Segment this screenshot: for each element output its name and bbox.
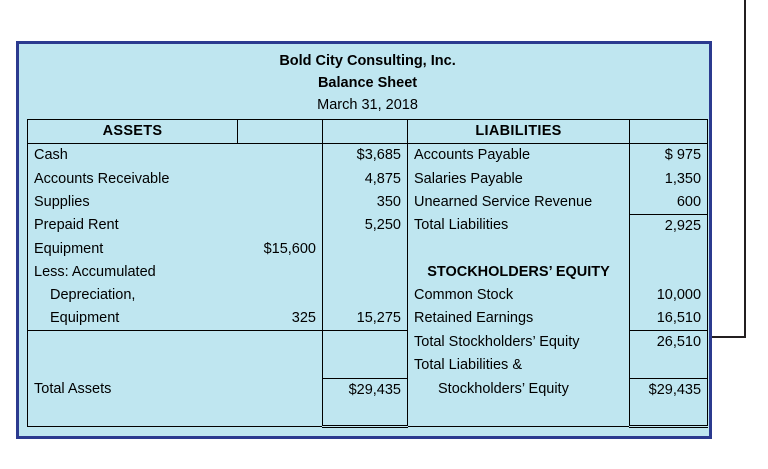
total-assets-value: $29,435 [323, 378, 408, 402]
asset-col2: $15,600 [238, 238, 323, 261]
total-liab-equity-blank [630, 354, 708, 378]
title-row [28, 50, 708, 120]
table-row [28, 284, 708, 307]
asset-col2 [238, 191, 323, 215]
assets-blank-col2 [238, 354, 323, 378]
total-liab-equity-label-line2: Stockholders’ Equity [408, 378, 630, 402]
table-row [28, 144, 708, 168]
table-row [28, 261, 708, 284]
closing-rule-2 [238, 402, 323, 427]
assets-col2-header [238, 120, 323, 144]
assets-blank-col2 [238, 331, 323, 355]
total-liabilities-value: 2,925 [630, 214, 708, 238]
asset-col3 [323, 238, 408, 261]
assets-blank-label [28, 331, 238, 355]
closing-rule-row [28, 402, 708, 427]
total-assets-label: Total Assets [28, 378, 238, 402]
asset-col3: 4,875 [323, 168, 408, 191]
total-equity-value: 26,510 [630, 331, 708, 355]
table-row [28, 214, 708, 238]
table-row [28, 307, 708, 331]
asset-label: Cash [28, 144, 238, 168]
equity-label: Common Stock [408, 284, 630, 307]
total-liab-equity-value: $29,435 [630, 378, 708, 402]
callout-vertical-line [744, 0, 746, 337]
total-liabilities-label: Total Liabilities [408, 214, 630, 238]
assets-col3-header [323, 120, 408, 144]
total-assets-col2 [238, 378, 323, 402]
liability-value: 1,350 [630, 168, 708, 191]
asset-col3: 15,275 [323, 307, 408, 331]
liability-label: Unearned Service Revenue [408, 191, 630, 215]
asset-col2 [238, 144, 323, 168]
equity-label: Retained Earnings [408, 307, 630, 331]
assets-blank-col3 [323, 354, 408, 378]
asset-label: Prepaid Rent [28, 214, 238, 238]
liabilities-col-header [630, 120, 708, 144]
asset-col2 [238, 168, 323, 191]
statement-date: March 31, 2018 [317, 97, 418, 113]
closing-double-rule-liabilities [630, 402, 708, 427]
company-name: Bold City Consulting, Inc. [279, 53, 456, 69]
statement-title: Balance Sheet [317, 75, 418, 91]
asset-col3: $3,685 [323, 144, 408, 168]
total-liab-equity-label-line1: Total Liabilities & [408, 354, 630, 378]
closing-rule-4 [408, 402, 630, 427]
liability-label: Salaries Payable [408, 168, 630, 191]
asset-label: Accounts Receivable [28, 168, 238, 191]
asset-label: Equipment [28, 307, 238, 331]
equity-header-value [630, 261, 708, 284]
assets-blank-col3 [323, 331, 408, 355]
table-row [28, 168, 708, 191]
asset-label: Less: Accumulated [28, 261, 238, 284]
closing-rule-1 [28, 402, 238, 427]
assets-blank-label [28, 354, 238, 378]
liability-label: Accounts Payable [408, 144, 630, 168]
equity-value: 10,000 [630, 284, 708, 307]
asset-col2: 325 [238, 307, 323, 331]
table-row [28, 378, 708, 402]
asset-col3: 350 [323, 191, 408, 215]
liabilities-header: LIABILITIES [408, 120, 630, 144]
section-header-row [28, 120, 708, 144]
asset-col2 [238, 214, 323, 238]
equity-value: 16,510 [630, 307, 708, 331]
liability-value: $ 975 [630, 144, 708, 168]
table-row [28, 331, 708, 355]
asset-label: Supplies [28, 191, 238, 215]
asset-label: Depreciation, [28, 284, 238, 307]
balance-sheet-card [16, 41, 712, 439]
total-equity-label: Total Stockholders’ Equity [408, 331, 630, 355]
table-row [28, 354, 708, 378]
table-row [28, 238, 708, 261]
stockholders-equity-header: STOCKHOLDERS’ EQUITY [408, 261, 630, 284]
equity-spacer [408, 238, 630, 261]
assets-header: ASSETS [28, 120, 238, 144]
asset-col3: 5,250 [323, 214, 408, 238]
asset-col2 [238, 284, 323, 307]
statement-heading [28, 50, 708, 120]
liability-value: 600 [630, 191, 708, 215]
asset-col3 [323, 261, 408, 284]
table-row [28, 191, 708, 215]
balance-sheet-table [27, 50, 708, 428]
equity-spacer-value [630, 238, 708, 261]
asset-label: Equipment [28, 238, 238, 261]
closing-double-rule-assets [323, 402, 408, 427]
asset-col2 [238, 261, 323, 284]
asset-col3 [323, 284, 408, 307]
